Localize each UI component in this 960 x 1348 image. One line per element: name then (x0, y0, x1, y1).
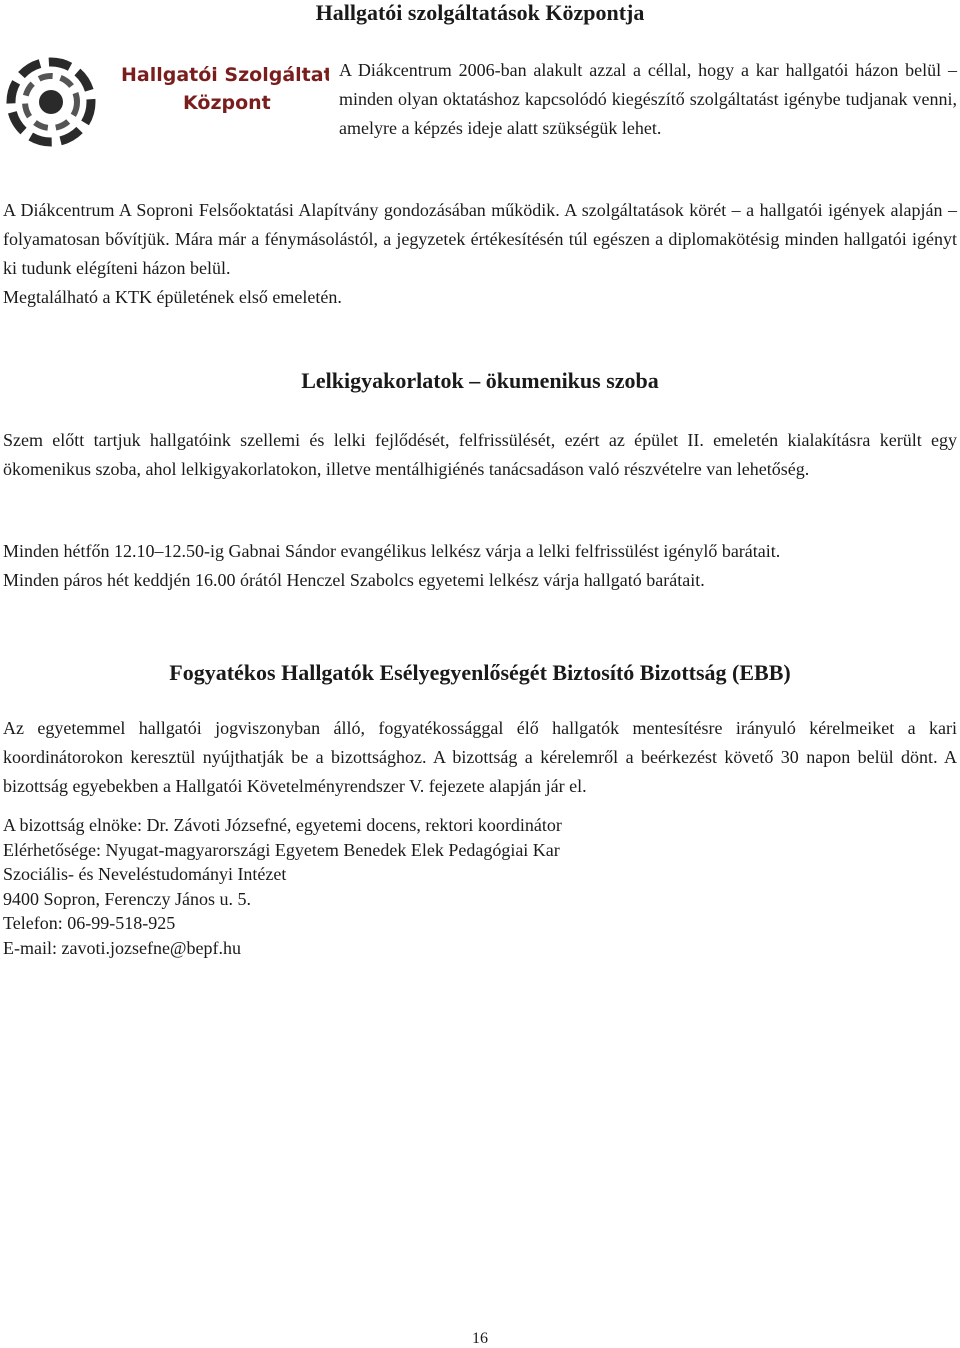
diakcentrum-paragraph: A Diákcentrum A Soproni Felsőoktatási Alapítvány gondozásában működik. A szolgáltatások körét – a hallgatói igények alapján – folyamatosan bővítjük. Mára már a fénymásolástól, a jegyzetek értékesítésén túl egészen a diplomakötésig minden hallgatói igényt ki tudunk elégíteni házon belül. (3, 200, 957, 278)
logo-line1: Hallgatói Szolgáltató (121, 64, 329, 86)
tuesday-schedule: Minden páros hét keddjén 16.00 órától Henczel Szabolcs egyetemi lelkész várja hallgató barátait. (3, 570, 705, 590)
contact-address: 9400 Sopron, Ferenczy János u. 5. (3, 888, 251, 909)
logo-line2: Központ (183, 92, 271, 114)
student-services-logo (3, 54, 329, 150)
contact-department: Szociális- és Neveléstudományi Intézet (3, 864, 287, 884)
ebb-paragraph: Az egyetemmel hallgatói jogviszonyban álló, fogyatékossággal élő hallgatók mentesítésre irányuló kérelmeiket a kari koordinátorokon keresztül nyújthatják be a bizottsághoz. A bizottság a kérelemről a beérkezést követő 30 napon belül dönt. A bizottság egyebekben a Hallgatói Követelményrendszer V. fejezete alapján jár el. (3, 718, 957, 796)
section-title-ecumenical-room: Lelkigyakorlatok – ökumenikus szoba (301, 368, 659, 393)
contact-block (3, 813, 562, 960)
contact-institution: Elérhetősége: Nyugat-magyarországi Egyetem Benedek Elek Pedagógiai Kar (3, 839, 560, 860)
page-number: 16 (472, 1330, 488, 1347)
monday-schedule: Minden hétfőn 12.10–12.50-ig Gabnai Sándor evangélikus lelkész várja a lelki felfrissülést igénylő barátait. (3, 541, 781, 561)
contact-phone: Telefon: 06-99-518-925 (3, 913, 176, 933)
logo-ring-icon (11, 62, 91, 142)
section-title-student-services: Hallgatói szolgáltatások Központja (315, 0, 645, 25)
contact-email: E-mail: zavoti.jozsefne@bepf.hu (3, 937, 241, 958)
ecumenical-paragraph: Szem előtt tartjuk hallgatóink szellemi és lelki fejlődését, felfrissülését, ezért az épület II. emeletén kialakításra került egy ökomenikus szoba, ahol lelkigyakorlatokon, illetve mentálhigiénés tanácsadáson való részvételre van lehetőség. (3, 430, 957, 479)
contact-chair: A bizottság elnöke: Dr. Závoti Józsefné, egyetemi docens, rektori koordinátor (3, 815, 562, 835)
section-title-ebb-committee: Fogyatékos Hallgatók Esélyegyenlőségét Biztosító Bizottság (EBB) (169, 660, 791, 685)
location-paragraph: Megtalálható a KTK épületének első emeletén. (3, 287, 342, 307)
intro-paragraph: A Diákcentrum 2006-ban alakult azzal a céllal, hogy a kar hallgatói házon belül – minden olyan oktatáshoz kapcsolódó kiegészítő szolgáltatást igénybe tudjanak venni, amelyre a képzés ideje alatt szükségük lehet. (339, 60, 957, 138)
